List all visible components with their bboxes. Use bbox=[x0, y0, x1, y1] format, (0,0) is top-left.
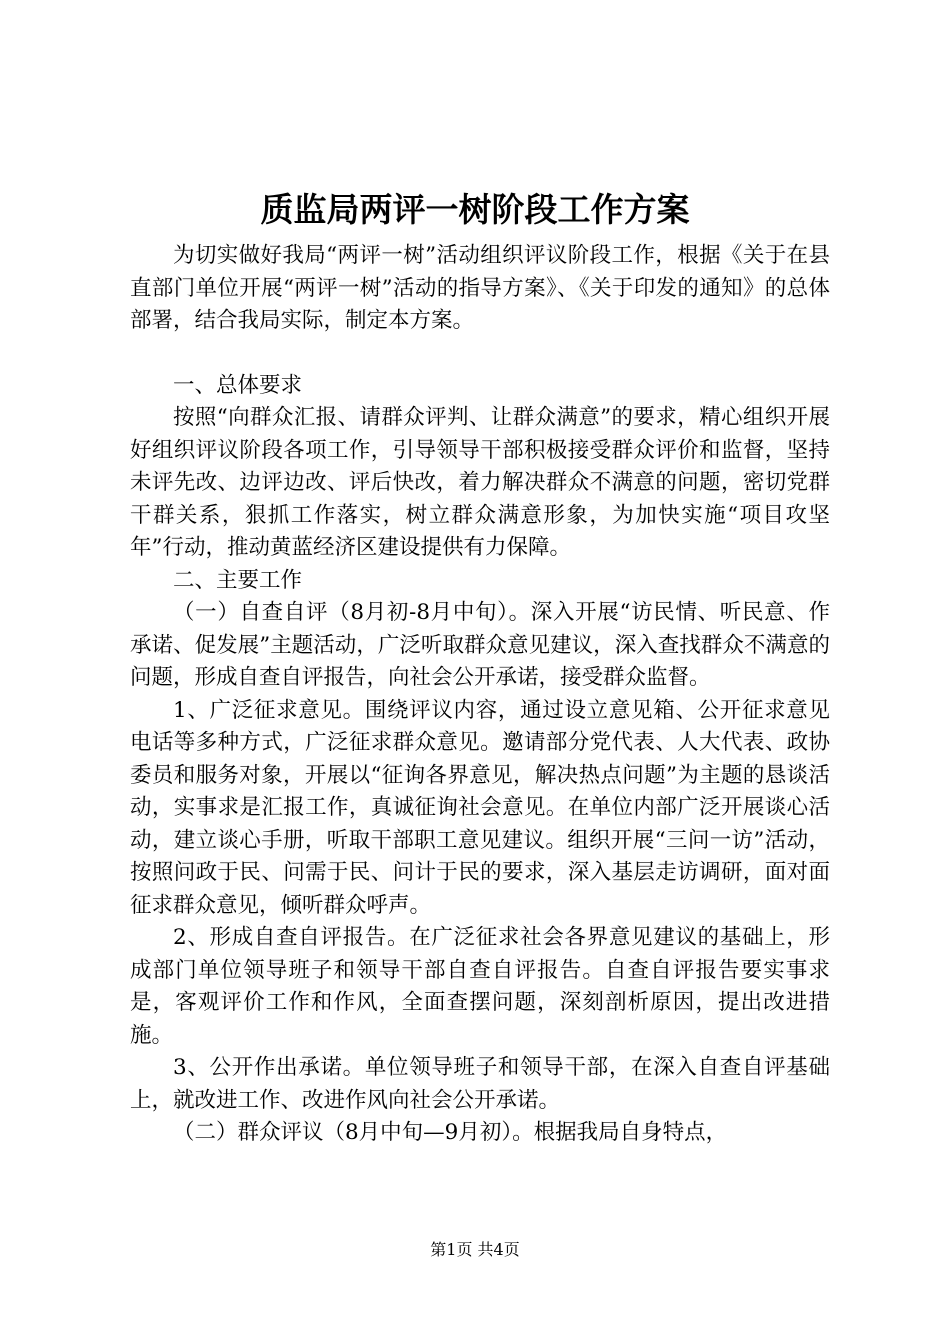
public-review-paragraph: （二）群众评议（8月中旬—9月初）。根据我局自身特点， bbox=[173, 1120, 728, 1145]
section-heading-general-requirements: 一、总体要求 bbox=[173, 372, 303, 398]
section-heading-main-work: 二、主要工作 bbox=[173, 567, 303, 593]
self-assessment-paragraph: （一）自查自评（8月初-8月中旬）。深入开展“访民情、听民意、作承诺、促发展”主题活动，广泛听取群众意见建议，深入查找群众不满意的问题，形成自查自评报告，向社会公开承诺，接受群众监督。 bbox=[130, 600, 830, 690]
public-commitment-paragraph: 3、公开作出承诺。单位领导班子和领导干部，在深入自查自评基础上，就改进工作、改进作风向社会公开承诺。 bbox=[130, 1055, 830, 1113]
intro-paragraph: 为切实做好我局“两评一树”活动组织评议阶段工作，根据《关于在县直部门单位开展“两评一树”活动的指导方案》、《关于印发的通知》的总体部署，结合我局实际，制定本方案。 bbox=[130, 243, 830, 333]
self-assessment-report-paragraph: 2、形成自查自评报告。在广泛征求社会各界意见建议的基础上，形成部门单位领导班子和领导干部自查自评报告。自查自评报告要实事求是，客观评价工作和作风，全面查摆问题，深刻剖析原因，提出改进措施。 bbox=[130, 925, 830, 1048]
general-requirements-paragraph: 按照“向群众汇报、请群众评判、让群众满意”的要求，精心组织开展好组织评议阶段各项工作，引导领导干部积极接受群众评价和监督，坚持未评先改、边评边改、评后快改，着力解决群众不满意的问题，密切党群干群关系，狠抓工作落实，树立群众满意形象，为加快实施“项目攻坚年”行动，推动黄蓝经济区建设提供有力保障。 bbox=[130, 405, 830, 560]
document-body bbox=[130, 240, 830, 1150]
collect-opinions-paragraph: 1、广泛征求意见。围绕评议内容，通过设立意见箱、公开征求意见电话等多种方式，广泛征求群众意见。邀请部分党代表、人大代表、政协委员和服务对象，开展以“征询各界意见，解决热点问题”为主题的恳谈活动，实事求是汇报工作，真诚征询社会意见。在单位内部广泛开展谈心活动，建立谈心手册，听取干部职工意见建议。组织开展“三问一访”活动，按照问政于民、问需于民、问计于民的要求，深入基层走访调研，面对面征求群众意见，倾听群众呼声。 bbox=[130, 697, 830, 918]
document-title: 质监局两评一树阶段工作方案 bbox=[260, 190, 690, 229]
page-number-footer: 第1页 共4页 bbox=[430, 1240, 520, 1259]
